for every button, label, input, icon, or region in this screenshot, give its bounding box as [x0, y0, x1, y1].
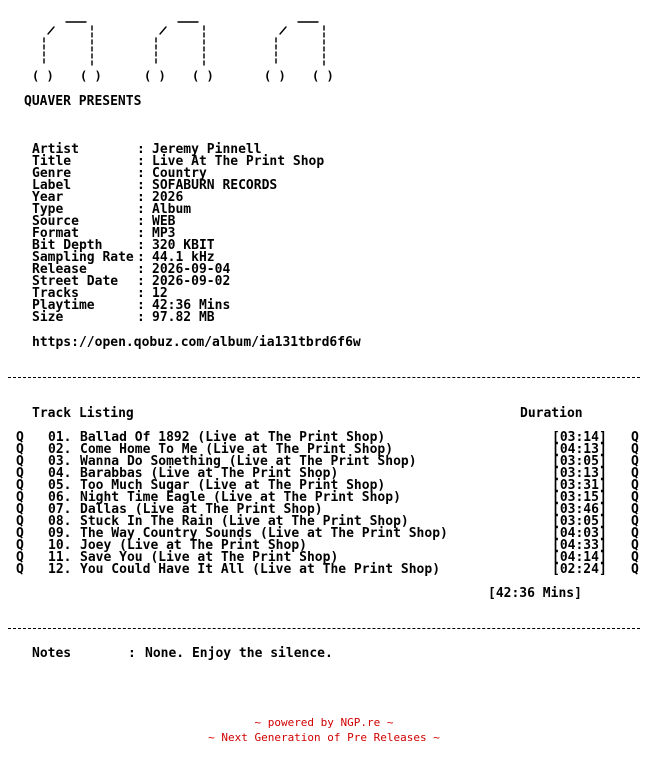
info-value: 97.82 MB [152, 310, 215, 325]
track-title: Barabbas (Live at The Print Shop) [80, 466, 339, 481]
track-title: Come Home To Me (Live at The Print Shop) [80, 442, 394, 457]
track-number: 12. [48, 562, 72, 577]
track-number: 05. [48, 478, 72, 493]
track-marker-right: Q [631, 430, 639, 445]
presents-heading: QUAVER PRESENTS [24, 94, 142, 109]
svg-text:( ): ( ) [80, 69, 102, 83]
info-separator: : [137, 310, 145, 325]
track-marker-left: Q [16, 442, 24, 457]
info-separator: : [137, 298, 145, 313]
info-key: Tracks [32, 286, 79, 301]
info-separator: : [137, 262, 145, 277]
notes-value: None. Enjoy the silence. [145, 646, 333, 661]
track-title: Stuck In The Rain (Live at The Print Shop) [80, 514, 409, 529]
track-number: 06. [48, 490, 72, 505]
track-marker-left: Q [16, 562, 24, 577]
track-title: Dallas (Live at The Print Shop) [80, 502, 323, 517]
track-marker-left: Q [16, 490, 24, 505]
track-marker-left: Q [16, 478, 24, 493]
info-key: Type [32, 202, 64, 217]
track-title: Ballad Of 1892 (Live at The Print Shop) [80, 430, 386, 445]
track-number: 07. [48, 502, 72, 517]
track-title: You Could Have It All (Live at The Print Shop) [80, 562, 441, 577]
track-title: Wanna Do Something (Live at The Print Shop) [80, 454, 417, 469]
info-key: Title [32, 154, 72, 169]
info-separator: : [137, 142, 145, 157]
info-separator: : [137, 226, 145, 241]
track-title: Too Much Sugar (Live at The Print Shop) [80, 478, 386, 493]
info-key: Size [32, 310, 64, 325]
track-number: 02. [48, 442, 72, 457]
notes-separator: : [128, 646, 136, 661]
track-marker-left: Q [16, 538, 24, 553]
track-title: Save You (Live at The Print Shop) [80, 550, 339, 565]
track-number: 08. [48, 514, 72, 529]
info-value: 44.1 kHz [152, 250, 215, 265]
track-marker-left: Q [16, 502, 24, 517]
info-value: Jeremy Pinnell [152, 142, 262, 157]
track-marker-right: Q [631, 550, 639, 565]
track-number: 04. [48, 466, 72, 481]
info-separator: : [137, 274, 145, 289]
info-separator: : [137, 238, 145, 253]
track-marker-right: Q [631, 454, 639, 469]
track-duration: [04:14] [552, 550, 607, 565]
info-separator: : [137, 214, 145, 229]
track-marker-right: Q [631, 478, 639, 493]
info-value: 2026-09-04 [152, 262, 231, 277]
track-duration: [04:03] [552, 526, 607, 541]
info-separator: : [137, 154, 145, 169]
track-number: 03. [48, 454, 72, 469]
track-marker-right: Q [631, 514, 639, 529]
track-duration: [04:13] [552, 442, 607, 457]
music-notes-icon [30, 10, 350, 86]
track-marker-left: Q [16, 514, 24, 529]
track-duration: [02:24] [552, 562, 607, 577]
track-duration: [04:33] [552, 538, 607, 553]
track-marker-left: Q [16, 466, 24, 481]
track-duration: [03:46] [552, 502, 607, 517]
footer-tagline: ~ Next Generation of Pre Releases ~ [208, 731, 440, 744]
footer-powered-by: ~ powered by NGP.re ~ [254, 716, 394, 729]
svg-text:( ): ( ) [192, 69, 214, 83]
info-key: Format [32, 226, 79, 241]
divider-top [8, 377, 640, 378]
info-value: 2026 [152, 190, 184, 205]
quaver-music-notes-logo [30, 10, 350, 86]
info-value: Album [152, 202, 192, 217]
notes-label: Notes [32, 646, 72, 661]
track-title: The Way Country Sounds (Live at The Print Shop) [80, 526, 448, 541]
info-key: Artist [32, 142, 79, 157]
track-duration: [03:14] [552, 430, 607, 445]
track-marker-right: Q [631, 538, 639, 553]
info-value: Country [152, 166, 207, 181]
divider-bottom [8, 628, 640, 629]
info-key: Source [32, 214, 79, 229]
info-key: Release [32, 262, 87, 277]
svg-text:( ): ( ) [312, 69, 334, 83]
info-separator: : [137, 166, 145, 181]
track-duration: [03:05] [552, 454, 607, 469]
svg-text:( ): ( ) [264, 69, 286, 83]
track-marker-right: Q [631, 562, 639, 577]
track-listing-heading: Track Listing [32, 406, 134, 421]
track-title: Night Time Eagle (Live at The Print Shop) [80, 490, 401, 505]
track-number: 01. [48, 430, 72, 445]
track-duration: [03:05] [552, 514, 607, 529]
track-marker-right: Q [631, 442, 639, 457]
info-key: Street Date [32, 274, 119, 289]
info-value: 42:36 Mins [152, 298, 231, 313]
info-value: SOFABURN RECORDS [152, 178, 278, 193]
info-key: Label [32, 178, 72, 193]
info-separator: : [137, 178, 145, 193]
track-duration: [03:15] [552, 490, 607, 505]
info-value: MP3 [152, 226, 176, 241]
track-marker-left: Q [16, 550, 24, 565]
album-link[interactable]: https://open.qobuz.com/album/ia131tbrd6f6w [32, 335, 361, 350]
info-key: Year [32, 190, 64, 205]
info-value: Live At The Print Shop [152, 154, 325, 169]
track-marker-left: Q [16, 430, 24, 445]
info-separator: : [137, 202, 145, 217]
total-duration: [42:36 Mins] [488, 586, 582, 601]
svg-text:( ): ( ) [32, 69, 54, 83]
info-value: WEB [152, 214, 176, 229]
track-number: 11. [48, 550, 72, 565]
track-marker-right: Q [631, 490, 639, 505]
track-title: Joey (Live at The Print Shop) [80, 538, 307, 553]
track-duration: [03:13] [552, 466, 607, 481]
info-key: Genre [32, 166, 72, 181]
info-key: Sampling Rate [32, 250, 134, 265]
track-marker-right: Q [631, 466, 639, 481]
duration-heading: Duration [520, 406, 583, 421]
info-key: Bit Depth [32, 238, 103, 253]
info-separator: : [137, 190, 145, 205]
svg-text:( ): ( ) [144, 69, 166, 83]
track-marker-right: Q [631, 502, 639, 517]
info-key: Playtime [32, 298, 95, 313]
info-value: 12 [152, 286, 168, 301]
track-number: 09. [48, 526, 72, 541]
info-value: 320 KBIT [152, 238, 215, 253]
info-separator: : [137, 250, 145, 265]
track-marker-left: Q [16, 526, 24, 541]
track-number: 10. [48, 538, 72, 553]
track-duration: [03:31] [552, 478, 607, 493]
info-value: 2026-09-02 [152, 274, 231, 289]
track-marker-left: Q [16, 454, 24, 469]
info-separator: : [137, 286, 145, 301]
track-marker-right: Q [631, 526, 639, 541]
